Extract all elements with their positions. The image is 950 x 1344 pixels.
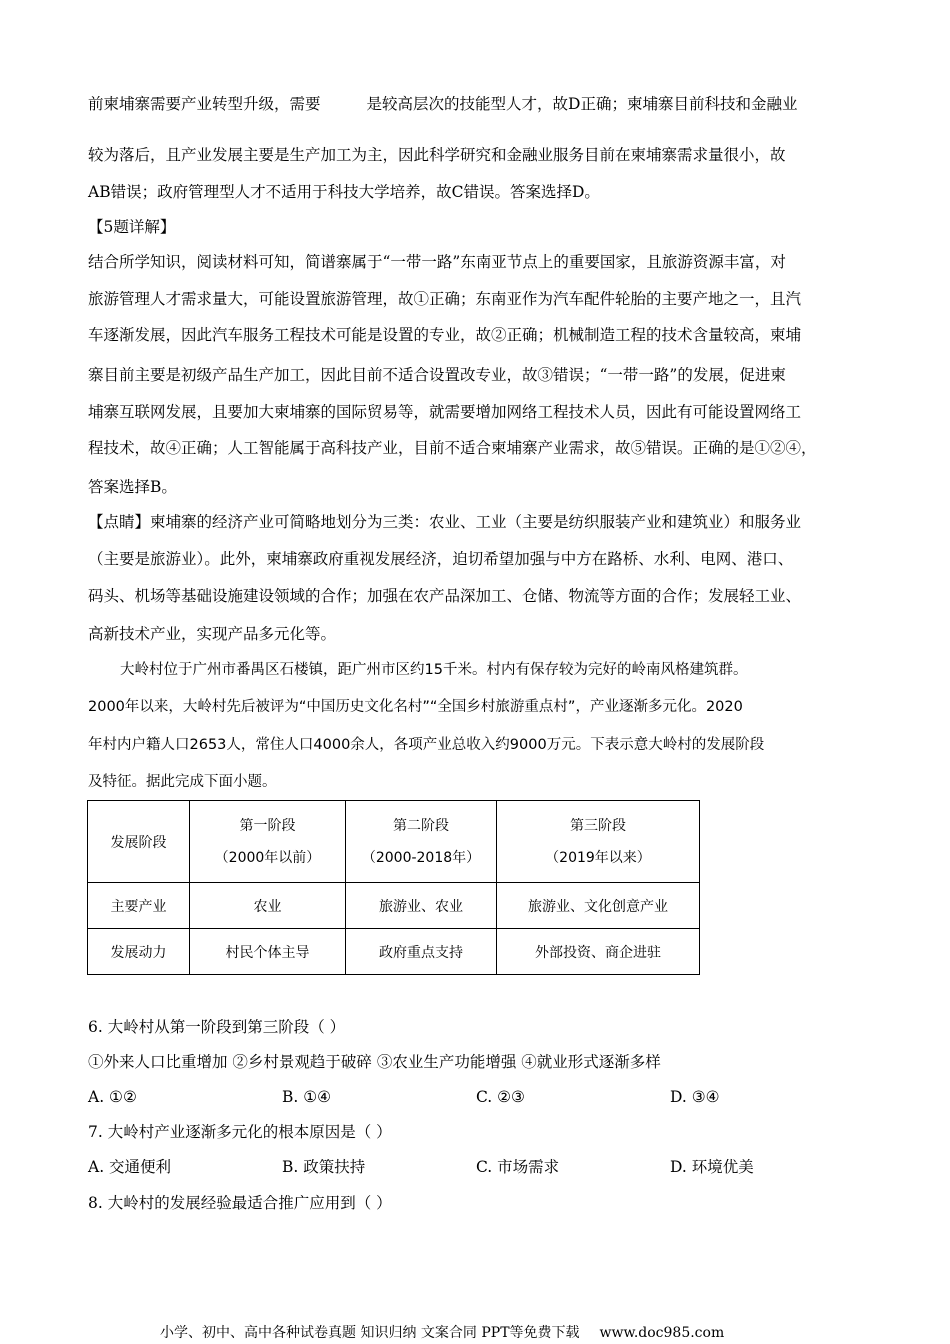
- explanation-line: 车逐渐发展，因此汽车服务工程技术可能是设置的专业，故②正确；机械制造工程的技术含量较高，柬埔: [88, 326, 802, 344]
- table-row: [88, 929, 700, 975]
- table-cell: 旅游业、文化创意产业: [497, 883, 700, 929]
- table-row-header: 发展阶段: [88, 801, 190, 883]
- stage-header-cell: [497, 801, 700, 883]
- note-line: （主要是旅游业）。此外，柬埔寨政府重视发展经济，迫切希望加强与中方在路桥、水利、电网、港口、: [88, 550, 794, 568]
- table-cell: 村民个体主导: [190, 929, 346, 975]
- explanation-line: 结合所学知识，阅读材料可知，简谱寨属于“一带一路”东南亚节点上的重要国家，且旅游资源丰富，对: [88, 253, 786, 271]
- passage-line: 年村内户籍人口2653人，常住人口4000余人，各项产业总收入约9000万元。下表示意大岭村的发展阶段: [88, 737, 765, 753]
- explanation-line: 寨目前主要是初级产品生产加工，因此目前不适合设置改专业，故③错误；“一带一路”的发展，促进柬: [88, 366, 786, 384]
- explanation-line: 程技术，故④正确；人工智能属于高科技产业，目前不适合柬埔寨产业需求，故⑤错误。正确的是①②④，: [88, 439, 817, 457]
- answer-option: A. 交通便利: [88, 1158, 172, 1176]
- stage-period: （2000-2018年）: [361, 849, 481, 866]
- development-stage-table: [87, 800, 700, 975]
- answer-option: B. 政策扶持: [282, 1158, 366, 1176]
- table-header-row: [88, 801, 700, 883]
- answer-option: C. 市场需求: [476, 1158, 560, 1176]
- table-row-label: 主要产业: [88, 883, 190, 929]
- explanation-line: [88, 94, 878, 114]
- question-stem: 8. 大岭村的发展经验最适合推广应用到（ ）: [88, 1194, 392, 1212]
- answer-option: A. ①②: [88, 1088, 137, 1106]
- stage-header-cell: [346, 801, 497, 883]
- stage-name: 第三阶段: [570, 817, 626, 834]
- stage-period: （2019年以来）: [545, 849, 651, 866]
- table-row-label: 发展动力: [88, 929, 190, 975]
- stage-name: 第二阶段: [393, 817, 449, 834]
- footer-site-link[interactable]: www.doc985.com: [599, 1325, 725, 1341]
- stage-period: （2000年以前）: [214, 849, 321, 866]
- explanation-text: 前柬埔寨需要产业转型升级，需要: [88, 95, 321, 113]
- table-cell: 旅游业、农业: [346, 883, 497, 929]
- explanation-line: 旅游管理人才需求量大，可能设置旅游管理，故①正确；东南亚作为汽车配件轮胎的主要产地之一，且汽: [88, 290, 802, 308]
- passage-line: 及特征。据此完成下面小题。: [88, 774, 277, 790]
- section-heading: 【5题详解】: [88, 218, 176, 236]
- note-line: 码头、机场等基础设施建设领域的合作；加强在农产品深加工、仓储、物流等方面的合作；发展轻工业、: [88, 587, 802, 605]
- footer-text: 小学、初中、高中各种试卷真题 知识归纳 文案合同 PPT等免费下载: [160, 1325, 580, 1341]
- explanation-line: 较为落后，且产业发展主要是生产加工为主，因此科学研究和金融业服务目前在柬埔寨需求量很小，故: [88, 146, 786, 164]
- table-row: [88, 883, 700, 929]
- table-cell: 外部投资、商企进驻: [497, 929, 700, 975]
- answer-option: C. ②③: [476, 1088, 525, 1106]
- note-line: 【点睛】柬埔寨的经济产业可简略地划分为三类：农业、工业（主要是纺织服装产业和建筑业）和服务业: [88, 513, 802, 531]
- question-statements: ①外来人口比重增加 ②乡村景观趋于破碎 ③农业生产功能增强 ④就业形式逐渐多样: [88, 1053, 661, 1071]
- passage-line: 大岭村位于广州市番禺区石楼镇，距广州市区约15千米。村内有保存较为完好的岭南风格建筑群。: [120, 662, 748, 678]
- answer-option: D. 环境优美: [670, 1158, 754, 1176]
- passage-line: 2000年以来，大岭村先后被评为“中国历史文化名村”“全国乡村旅游重点村”，产业逐渐多元化。2020: [88, 699, 743, 715]
- question-stem: 6. 大岭村从第一阶段到第三阶段（ ）: [88, 1018, 346, 1036]
- stage-name: 第一阶段: [239, 817, 296, 834]
- table-cell: 农业: [190, 883, 346, 929]
- stage-header-cell: [190, 801, 346, 883]
- explanation-line: 答案选择B。: [88, 478, 177, 496]
- note-line: 高新技术产业，实现产品多元化等。: [88, 625, 337, 643]
- explanation-line: 埔寨互联网发展，且要加大柬埔寨的国际贸易等，就需要增加网络工程技术人员，因此有可能设置网络工: [88, 403, 802, 421]
- answer-option: D. ③④: [670, 1088, 720, 1106]
- explanation-text: 是较高层次的技能型人才，故D正确；柬埔寨目前科技和金融业: [366, 95, 798, 113]
- question-stem: 7. 大岭村产业逐渐多元化的根本原因是（ ）: [88, 1123, 392, 1141]
- table-cell: 政府重点支持: [346, 929, 497, 975]
- answer-option: B. ①④: [282, 1088, 332, 1106]
- explanation-line: AB错误；政府管理型人才不适用于科技大学培养，故C错误。答案选择D。: [88, 183, 600, 201]
- page-footer: [160, 1324, 724, 1342]
